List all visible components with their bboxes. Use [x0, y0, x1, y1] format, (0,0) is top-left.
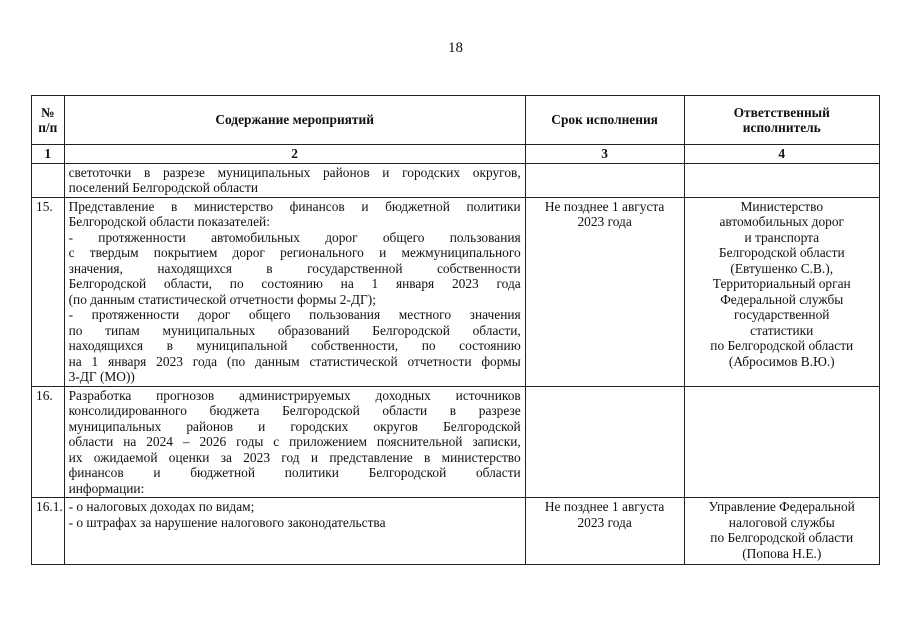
- responsible-line: Министерство: [740, 198, 824, 214]
- content-line: - протяженности автомобильных дорог общего пользования: [68, 229, 521, 245]
- row-term: [525, 163, 684, 197]
- content-line: Представление в министерство финансов и бюджетной политики: [68, 198, 521, 214]
- content-line: - о штрафах за нарушение налогового законодательства: [68, 514, 386, 530]
- content-line: финансов и бюджетной политики Белгородской области: [68, 465, 521, 480]
- column-number: 3: [525, 145, 684, 164]
- row-responsible: [684, 197, 879, 386]
- content-line: - о налоговых доходах по видам;: [68, 499, 255, 514]
- column-number-row: [32, 145, 880, 164]
- content-line: (по данным статистической отчетности формы 2-ДГ);: [68, 291, 376, 307]
- responsible-line: по Белгородской области: [710, 338, 854, 353]
- table-row: [32, 197, 880, 386]
- column-number: 1: [32, 145, 65, 164]
- responsible-line: Управление Федеральной: [708, 499, 855, 514]
- responsible-line: (Попова Н.Е.): [742, 545, 822, 561]
- content-line: области на 2024 – 2026 годы с приложением пояснительной записки,: [68, 434, 521, 449]
- row-num: [32, 163, 65, 197]
- content-line: консолидированного бюджета Белгородской области в разрезе: [68, 403, 521, 418]
- row-term: [525, 386, 684, 498]
- page-number: 18: [448, 40, 463, 56]
- table-row: [32, 386, 880, 498]
- row-content: [64, 197, 525, 386]
- content-line: Белгородской области, по состоянию на 1 января 2023 года: [68, 276, 521, 291]
- header-content: Содержание мероприятий: [64, 96, 525, 145]
- content-line: муниципальных районов и городских округов Белгородской: [68, 418, 521, 434]
- header-responsible: Ответственный исполнитель: [684, 96, 879, 145]
- term-line: Не позднее 1 августа: [544, 499, 665, 514]
- content-line: Белгородской области показателей:: [68, 214, 270, 229]
- content-line: с твердым покрытием дорог регионального и межмуниципального: [68, 245, 521, 260]
- responsible-line: Федеральной службы: [720, 291, 844, 307]
- content-line: их ожидаемой оценки за 2023 год и представление в министерство: [68, 449, 521, 465]
- row-num: 16.: [32, 386, 65, 498]
- table-row: [32, 498, 880, 565]
- content-line: поселений Белгородской области: [68, 180, 259, 195]
- header-term: Срок исполнения: [525, 96, 684, 145]
- content-line: по типам муниципальных образований Белгородской области,: [68, 322, 521, 338]
- content-line: значения, находящихся в государственной собственности: [68, 260, 521, 276]
- responsible-line: (Абросимов В.Ю.): [728, 353, 835, 369]
- row-content: [64, 386, 525, 498]
- row-term: [525, 498, 684, 565]
- row-term: [525, 197, 684, 386]
- responsible-line: по Белгородской области: [710, 530, 854, 545]
- term-line: 2023 года: [577, 214, 632, 229]
- row-content: [64, 163, 525, 197]
- column-number: 4: [684, 145, 879, 164]
- responsible-line: Территориальный орган: [712, 276, 851, 291]
- responsible-line: налоговой службы: [728, 514, 835, 530]
- table-row: [32, 163, 880, 197]
- row-responsible: [684, 163, 879, 197]
- term-line: Не позднее 1 августа: [544, 198, 665, 214]
- content-line: светоточки в разрезе муниципальных районов и городских округов,: [68, 164, 521, 180]
- responsible-line: государственной: [734, 307, 830, 322]
- row-responsible: [684, 386, 879, 498]
- responsible-line: и транспорта: [744, 229, 820, 245]
- table-header-row: [32, 96, 880, 145]
- row-responsible: [684, 498, 879, 565]
- content-line: - протяженности дорог общего пользования местного значения: [68, 307, 521, 322]
- content-line: на 1 января 2023 года (по данным статистической отчетности формы: [68, 353, 521, 369]
- row-num: 16.1.: [32, 498, 65, 565]
- responsible-line: статистики: [750, 322, 814, 338]
- column-number: 2: [64, 145, 525, 164]
- row-content: [64, 498, 525, 565]
- content-line: 3-ДГ (МО)): [68, 369, 135, 384]
- term-line: 2023 года: [577, 514, 632, 530]
- responsible-line: (Евтушенко С.В.),: [730, 260, 834, 276]
- responsible-line: автомобильных дорог: [719, 214, 845, 229]
- measures-table: [31, 95, 880, 565]
- header-num: № п/п: [32, 96, 65, 145]
- content-line: находящихся в муниципальной собственности, по состоянию: [68, 338, 521, 353]
- content-line: Разработка прогнозов администрируемых доходных источников: [68, 387, 521, 403]
- responsible-line: Белгородской области: [718, 245, 845, 260]
- content-line: информации:: [68, 480, 145, 496]
- row-num: 15.: [32, 197, 65, 386]
